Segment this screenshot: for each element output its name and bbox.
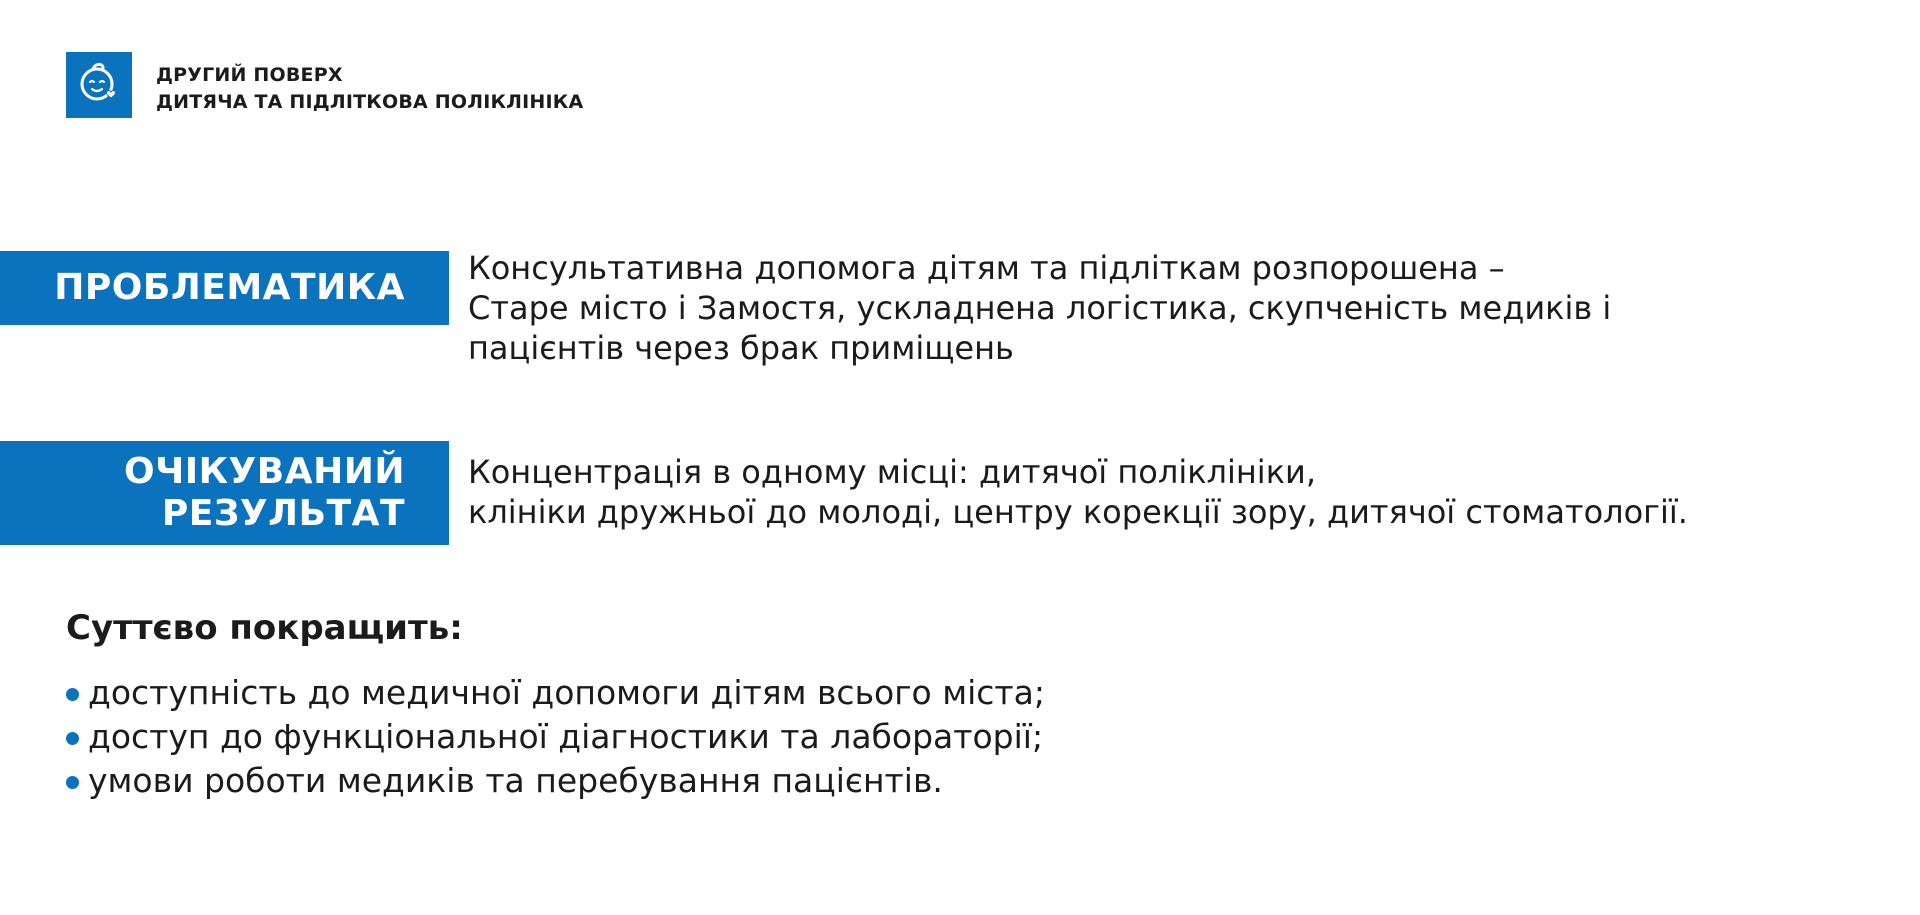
- bullet-dot-icon: [66, 688, 79, 701]
- result-line: Концентрація в одному місці: дитячої поліклініки,: [468, 453, 1316, 491]
- improvements-title: Суттєво покращить:: [66, 608, 463, 648]
- problem-description: [468, 248, 1611, 368]
- result-label-line: ОЧІКУВАНИЙ: [124, 451, 405, 492]
- list-item-text: доступність до медичної допомоги дітям всього міста;: [88, 672, 1045, 712]
- problem-line: пацієнтів через брак приміщень: [468, 329, 1014, 367]
- list-item: [66, 758, 1045, 802]
- bullet-dot-icon: [66, 776, 79, 789]
- list-item-text: умови роботи медиків та перебування пацієнтів.: [88, 760, 943, 800]
- problem-label: [0, 251, 449, 325]
- list-item: [66, 714, 1045, 758]
- improvements-list: [66, 670, 1045, 802]
- baby-face-icon: [75, 59, 123, 111]
- problem-line: Старе місто і Замостя, ускладнена логістика, скупченість медиків і: [468, 289, 1612, 327]
- result-description: [468, 452, 1688, 532]
- result-label: [0, 441, 449, 545]
- problem-label-text: ПРОБЛЕМАТИКА: [54, 267, 405, 308]
- problem-line: Консультативна допомога дітям та підліткам розпорошена –: [468, 249, 1505, 287]
- clinic-name-line2: ДИТЯЧА ТА ПІДЛІТКОВА ПОЛІКЛІНІКА: [156, 91, 584, 113]
- result-label-line: РЕЗУЛЬТАТ: [161, 493, 405, 534]
- result-line: клініки дружньої до молоді, центру корекції зору, дитячої стоматології.: [468, 493, 1688, 531]
- list-item-text: доступ до функціональної діагностики та лабораторії;: [88, 716, 1044, 756]
- bullet-dot-icon: [66, 732, 79, 745]
- list-item: [66, 670, 1045, 714]
- clinic-name: [156, 62, 583, 116]
- clinic-logo: [66, 52, 132, 118]
- clinic-name-line1: ДРУГИЙ ПОВЕРХ: [156, 64, 343, 86]
